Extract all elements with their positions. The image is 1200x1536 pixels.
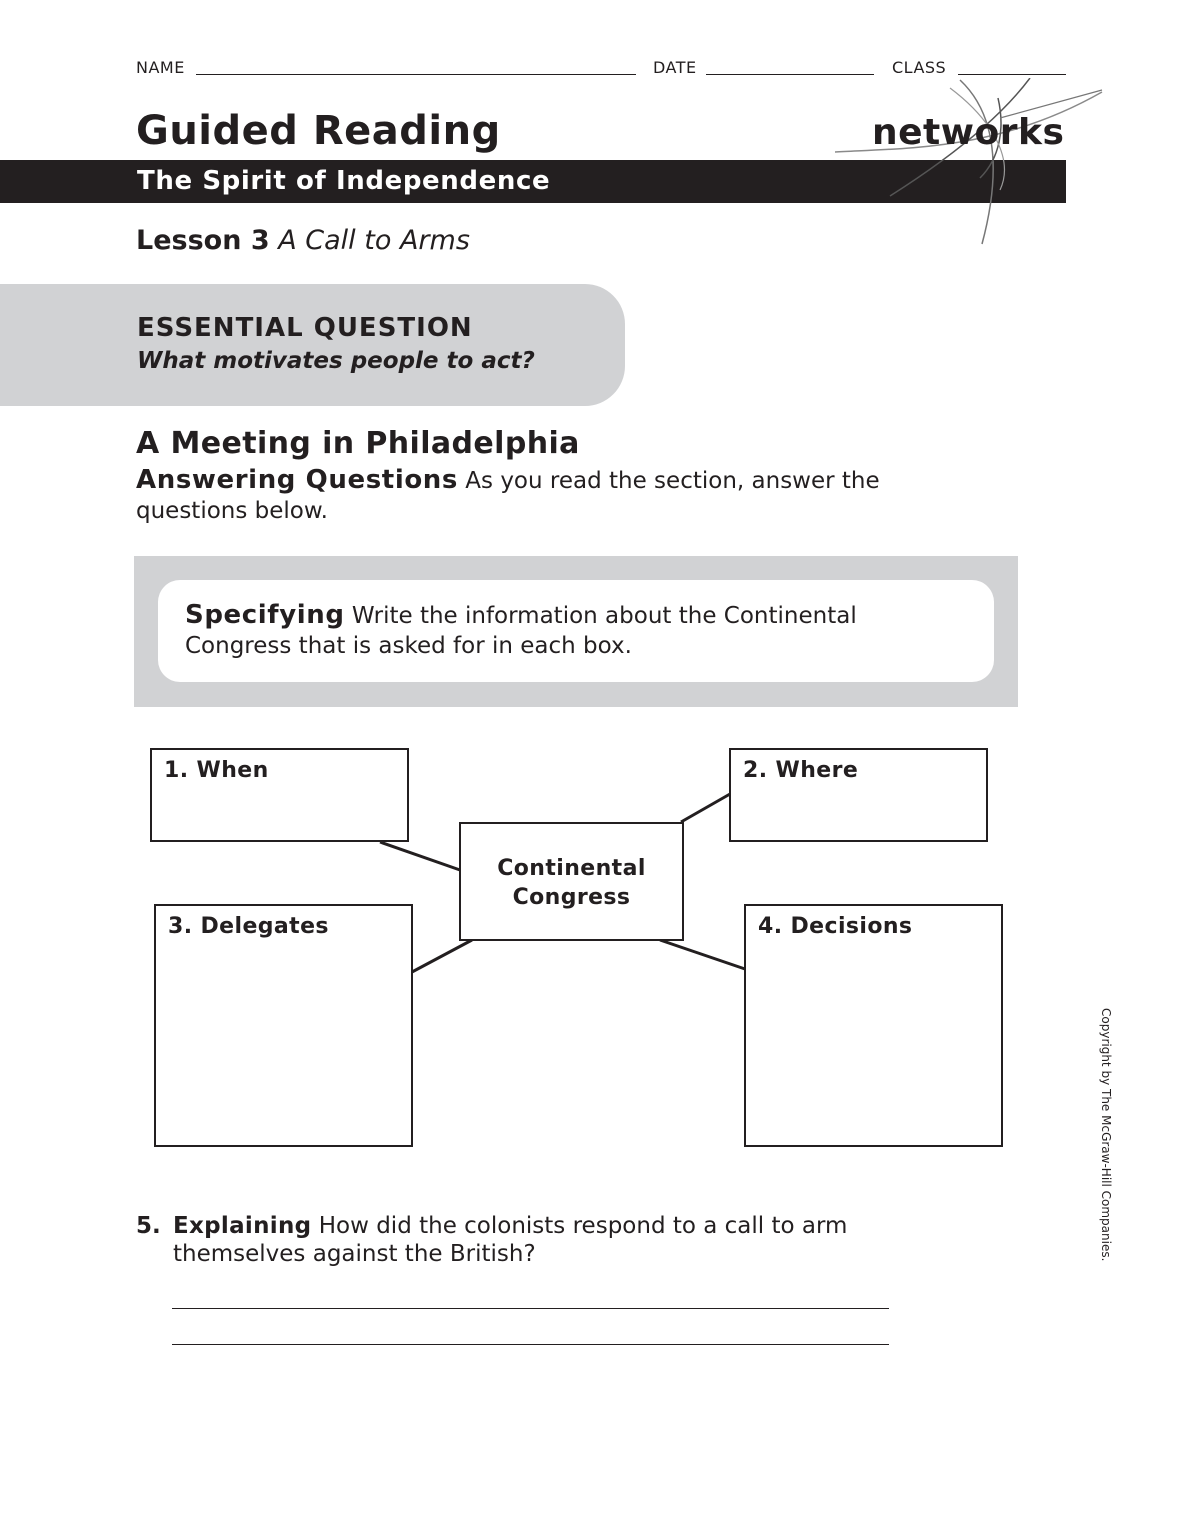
banner-title: The Spirit of Independence <box>137 166 551 196</box>
answer-line[interactable] <box>172 1344 889 1345</box>
section-skill: Answering Questions <box>136 465 458 495</box>
page-title: Guided Reading <box>136 108 501 154</box>
continental-congress-label <box>461 854 682 912</box>
copyright-text: Copyright by The McGraw-Hill Companies. <box>1099 1008 1113 1262</box>
center-line-2: Congress <box>512 885 631 910</box>
class-label: CLASS <box>892 58 947 77</box>
decisions-box[interactable] <box>744 904 1003 1147</box>
connector-when <box>380 842 460 870</box>
specifying-instruction-text: Write the information about the Continental Congress that is asked for in each box. <box>185 603 857 659</box>
connector-where <box>681 794 730 822</box>
where-box[interactable] <box>729 748 988 842</box>
decisions-label: 4. Decisions <box>758 914 913 939</box>
delegates-label: 3. Delegates <box>168 914 329 939</box>
question-5 <box>136 1212 916 1268</box>
name-label: NAME <box>136 58 185 77</box>
question-5-skill: Explaining <box>173 1213 312 1239</box>
when-box[interactable] <box>150 748 409 842</box>
where-label: 2. Where <box>743 758 859 783</box>
date-label: DATE <box>653 58 697 77</box>
lesson-number: Lesson 3 <box>136 225 270 256</box>
essential-question-text: What motivates people to act? <box>137 348 535 374</box>
answer-line[interactable] <box>172 1308 889 1309</box>
networks-logo: networks <box>872 112 1065 153</box>
connector-delegates <box>412 940 472 972</box>
specifying-skill: Specifying <box>185 600 345 630</box>
section-instruction-text: As you read the section, answer the questions below. <box>136 468 880 524</box>
connector-decisions <box>660 940 745 969</box>
delegates-box[interactable] <box>154 904 413 1147</box>
when-label: 1. When <box>164 758 269 783</box>
question-5-number: 5. <box>136 1213 161 1239</box>
copyright-notice <box>1097 1008 1117 1268</box>
essential-question-label: ESSENTIAL QUESTION <box>137 313 473 343</box>
center-line-1: Continental <box>497 856 646 881</box>
continental-congress-box <box>459 822 684 941</box>
lesson-title: A Call to Arms <box>278 225 470 256</box>
section-heading: A Meeting in Philadelphia <box>136 426 580 461</box>
question-5-text: How did the colonists respond to a call to arm themselves against the British? <box>173 1213 848 1267</box>
